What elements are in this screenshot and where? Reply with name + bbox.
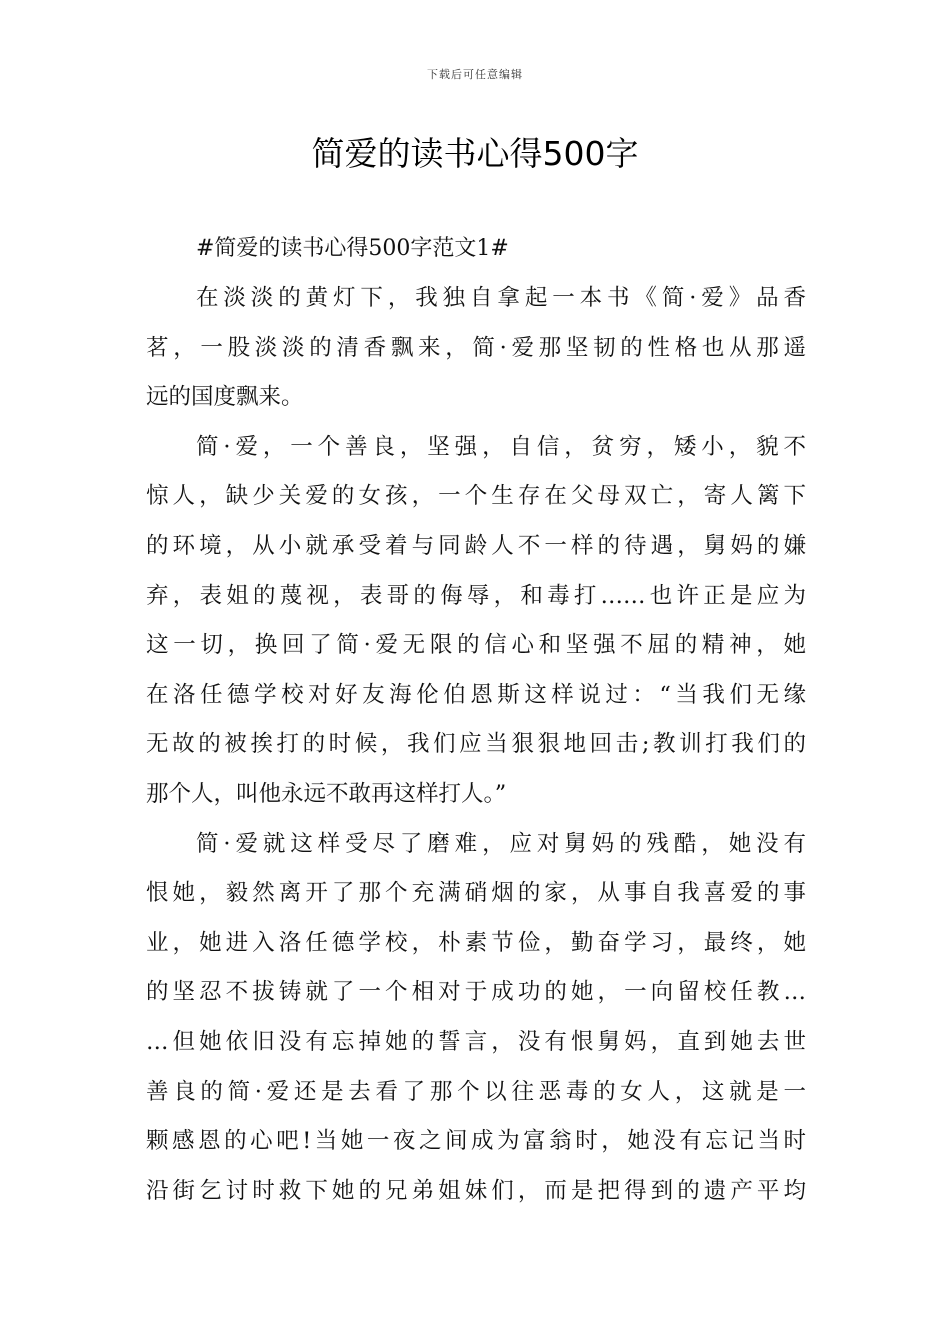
paragraph-line: 颗感恩的心吧!当她一夜之间成为富翁时，她没有忘记当时 xyxy=(146,1128,806,1155)
paragraph-line: 这一切，换回了简·爱无限的信心和坚强不屈的精神，她 xyxy=(146,632,806,659)
paragraph-line: 沿街乞讨时救下她的兄弟姐妹们，而是把得到的遗产平均 xyxy=(146,1177,806,1204)
paragraph-line: 善良的简·爱还是去看了那个以往恶毒的女人，这就是一 xyxy=(146,1078,806,1105)
paragraph-1 xyxy=(146,274,806,423)
paragraph-line: 茗，一股淡淡的清香飘来，简·爱那坚韧的性格也从那遥 xyxy=(146,334,806,361)
paragraph-2 xyxy=(146,423,806,820)
paragraph-line: 的坚忍不拔铸就了一个相对于成功的她，一向留校任教… xyxy=(146,979,806,1006)
paragraph-line: …但她依旧没有忘掉她的誓言，没有恨舅妈，直到她去世 xyxy=(146,1028,806,1055)
paragraph-line: 恨她，毅然离开了那个充满硝烟的家，从事自我喜爱的事 xyxy=(146,880,806,907)
paragraph-line: 在洛任德学校对好友海伦伯恩斯这样说过：“当我们无缘 xyxy=(146,681,806,708)
paragraph-line: 的环境，从小就承受着与同龄人不一样的待遇，舅妈的嫌 xyxy=(146,532,806,559)
paragraph-line: 在淡淡的黄灯下，我独自拿起一本书《简·爱》品香 xyxy=(196,285,806,311)
paragraph-line: 弃，表姐的蔑视，表哥的侮辱，和毒打……也许正是应为 xyxy=(146,582,806,609)
paragraph-line: 业，她进入洛任德学校，朴素节俭，勤奋学习，最终，她 xyxy=(146,929,806,956)
paragraph-line: 无故的被挨打的时候，我们应当狠狠地回击;教训打我们的 xyxy=(146,731,806,758)
paragraph-line: 简·爱就这样受尽了磨难，应对舅妈的残酷，她没有 xyxy=(196,830,806,857)
paragraph-line: 惊人，缺少关爱的女孩，一个生存在父母双亡，寄人篱下 xyxy=(146,483,806,510)
paragraph-line: 那个人，叫他永远不敢再这样打人。” xyxy=(146,780,507,807)
paragraph-3 xyxy=(146,820,806,1217)
paragraph-line: 远的国度飘来。 xyxy=(146,384,304,411)
document-title: 简爱的读书心得500字 xyxy=(311,134,639,173)
header-note: 下载后可任意编辑 xyxy=(427,68,523,81)
document-body xyxy=(146,224,806,1216)
paragraph-line: 简·爱，一个善良，坚强，自信，贫穷，矮小，貌不 xyxy=(196,433,806,460)
section-heading: #简爱的读书心得500字范文1# xyxy=(196,236,509,261)
